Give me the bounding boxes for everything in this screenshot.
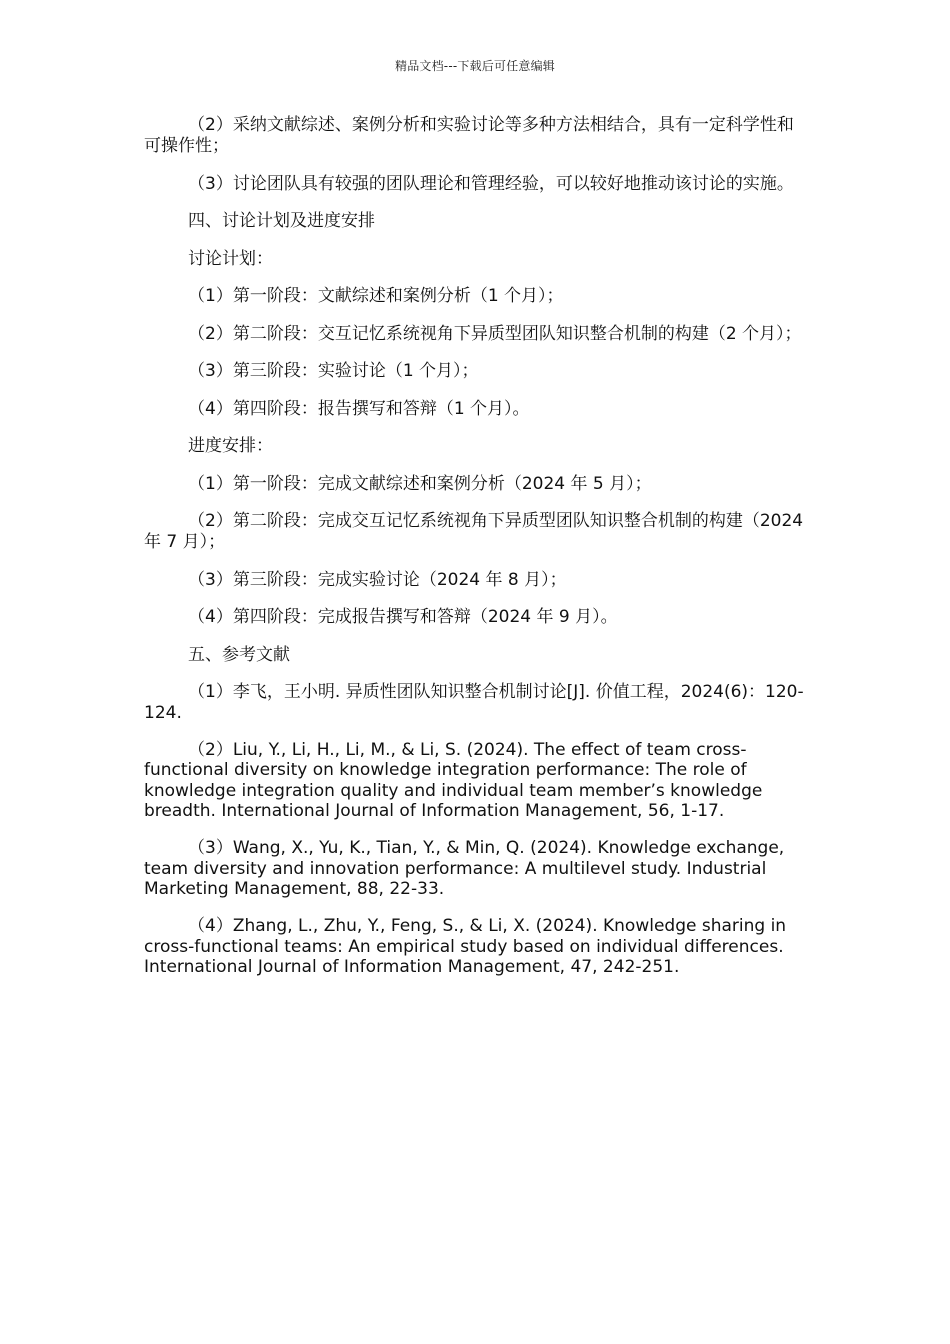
paragraph-method: （2）采纳文献综述、案例分析和实验讨论等多种方法相结合，具有一定科学性和可操作性； <box>144 115 794 156</box>
section-heading-references: 五、参考文献 <box>188 644 290 665</box>
reference-item: （3）Wang, X., Yu, K., Tian, Y., & Min, Q. (2024). Knowledge exchange, team diversity and innovation performance: A multilevel study. Industrial Marketing Management, 88, 22-33. <box>144 838 785 899</box>
schedule-item: （2）第二阶段：完成交互记忆系统视角下异质型团队知识整合机制的构建（2024 年 7 月）； <box>144 511 804 552</box>
subheading-research-plan: 讨论计划： <box>188 248 273 269</box>
schedule-item: （1）第一阶段：完成文献综述和案例分析（2024 年 5 月）； <box>188 473 652 494</box>
section-heading-plan: 四、讨论计划及进度安排 <box>188 211 375 231</box>
reference-item: （2）Liu, Y., Li, H., Li, M., & Li, S. (2024). The effect of team cross-functional diversity on knowledge integration performance: The role of knowledge integration quality and individual team member’s knowledge breadth. International Journal of Information Management, 56, 1-17. <box>144 739 763 821</box>
plan-item: （2）第二阶段：交互记忆系统视角下异质型团队知识整合机制的构建（2 个月）； <box>188 323 802 344</box>
reference-item: （4）Zhang, L., Zhu, Y., Feng, S., & Li, X. (2024). Knowledge sharing in cross-functional teams: An empirical study based on individual differences. International Journal of Information Management, 47, 242-251. <box>144 916 787 977</box>
schedule-item: （3）第三阶段：完成实验讨论（2024 年 8 月）； <box>188 569 567 590</box>
schedule-item: （4）第四阶段：完成报告撰写和答辩（2024 年 9 月）。 <box>188 607 618 627</box>
plan-item: （3）第三阶段：实验讨论（1 个月）； <box>188 361 479 381</box>
reference-item: （1）李飞，王小明. 异质性团队知识整合机制讨论[J]. 价值工程，2024(6)：120-124. <box>144 682 804 723</box>
subheading-schedule: 进度安排： <box>188 436 273 456</box>
document-body <box>144 115 806 994</box>
plan-item: （4）第四阶段：报告撰写和答辩（1 个月）。 <box>188 398 530 419</box>
page-header: 精品文档---下载后可任意编辑 <box>395 59 555 73</box>
plan-item: （1）第一阶段：文献综述和案例分析（1 个月）； <box>188 286 564 306</box>
paragraph-team: （3）讨论团队具有较强的团队理论和管理经验，可以较好地推动该讨论的实施。 <box>188 173 794 194</box>
